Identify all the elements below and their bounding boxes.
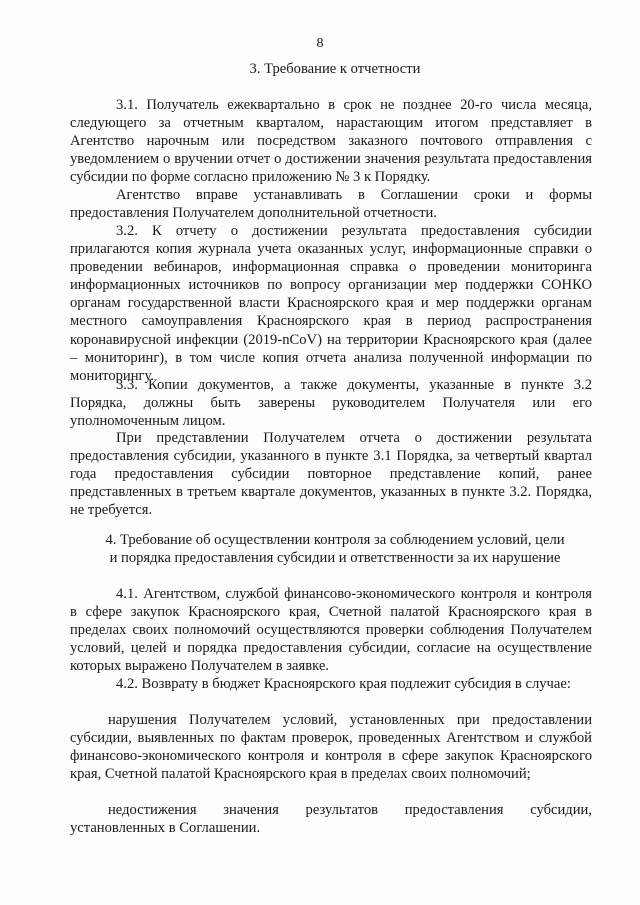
section-4-title-line-1: 4. Требование об осуществлении контроля за соблюдением условий, цели xyxy=(105,532,565,548)
paragraph-3-3-report: При представлении Получателем отчета о достижении результата предоставления субсидии, указанного в пункте 3.1 Порядка, за четвертый квартал года предоставления субсидии повторное представление копий, ранее представленных в третьем квартале документов, указанных в пункте 3.2. Порядка, не требуется. xyxy=(70,430,592,519)
paragraph-4-2: 4.2. Возврату в бюджет Красноярского края подлежит субсидия в случае: xyxy=(116,676,571,692)
section-3-title: 3. Требование к отчетности xyxy=(249,61,421,77)
paragraph-4-2-case-2: недостижения значения результатов предоставления субсидии, установленных в Соглашении. xyxy=(70,802,592,837)
section-4-title-line-2: и порядка предоставления субсидии и ответственности за их нарушение xyxy=(109,550,561,566)
paragraph-4-1: 4.1. Агентством, службой финансово-экономического контроля и контроля в сфере закупок Красноярского края, Счетной палатой Красноярского края в пределах своих полномочий осуществляются проверки соблюдения Получателем условий, целей и порядка предоставления субсидии, согласие на осуществление которых выражено Получателем в заявке. xyxy=(70,586,592,675)
paragraph-3-3: 3.3. Копии документов, а также документы, указанные в пункте 3.2 Порядка, должны быть заверены руководителем Получателя или его уполномоченным лицом. xyxy=(70,377,592,430)
paragraph-4-2-case-1: нарушения Получателем условий, установленных при предоставлении субсидии, выявленных по фактам проверок, проведенных Агентством и службой финансово-экономического контроля и контроля в сфере закупок Красноярского края, Счетной палатой Красноярского края в пределах своих полномочий; xyxy=(70,712,592,783)
paragraph-3-1: 3.1. Получатель ежеквартально в срок не позднее 20-го числа месяца, следующего за отчетным кварталом, нарастающим итогом представляет в Агентство нарочным или посредством заказного почтового отправления с уведомлением о вручении отчет о достижении значения результата предоставления субсидии по форме согласно приложению № 3 к Порядку. xyxy=(70,97,592,186)
page-number: 8 xyxy=(316,36,324,51)
paragraph-3-2: 3.2. К отчету о достижении результата предоставления субсидии прилагаются копия журнала учета оказанных услуг, информационные справки о проведении вебинаров, информационная справка о проведении мониторинга информационных источников по вопросу организации мер поддержки СОНКО органам государственной власти Красноярского края и мер поддержки органам местного самоуправления Красноярского края в период распространения коронавирусной инфекции (2019-nCoV) на территории Красноярского края (далее – мониторинг), в том числе копия отчета анализа полученной информации по мониторингу. xyxy=(70,223,592,384)
paragraph-3-1-agency: Агентство вправе устанавливать в Соглашении сроки и формы предоставления Получателем дополнительной отчетности. xyxy=(70,187,592,222)
